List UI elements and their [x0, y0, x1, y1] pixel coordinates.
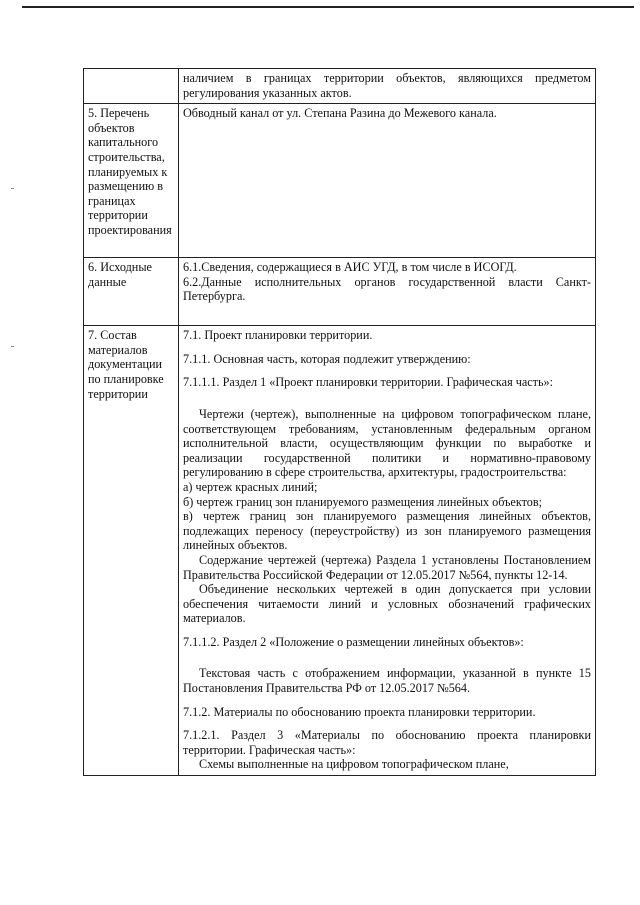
row-content [179, 326, 596, 776]
paragraph: Чертежи (чертеж), выполненные на цифровом топографическом плане, соответствующем требованиям, установленным федеральным органом исполнительной власти, осуществляющим функции по выработке и реализации государственной политики и нормативно-правовому регулированию в сфере строительства, архитектуры, градостроительства: [183, 406, 591, 480]
row-content [179, 258, 596, 326]
paragraph: Обводный канал от ул. Степана Разина до Межевого канала. [183, 106, 497, 121]
row-content [179, 104, 596, 258]
paragraph: Текстовая часть с отображением информации, указанной в пункте 15 Постановления Правительства РФ от 12.05.2017 №564. [183, 666, 591, 696]
paragraph: 7.1. Проект планировки территории. [183, 328, 373, 343]
list-item: а) чертеж красных линий; [183, 479, 318, 494]
paragraph: наличием в границах территории объектов, являющихся предметом регулирования указанных актов. [183, 71, 591, 100]
top-rule [22, 6, 634, 8]
table-row [84, 258, 596, 326]
paragraph: 7.1.2. Материалы по обоснованию проекта планировки территории. [183, 704, 536, 719]
paragraph: 7.1.1.1. Раздел 1 «Проект планировки территории. Графическая часть»: [183, 375, 554, 390]
paragraph: 7.1.2.1. Раздел 3 «Материалы по обоснованию проекта планировки территории. Графическая часть»: [183, 728, 591, 757]
table-row [84, 104, 596, 258]
table-row [84, 69, 596, 104]
paragraph: 7.1.1. Основная часть, которая подлежит утверждению: [183, 351, 471, 366]
row-label: 6. Исходные данные [84, 258, 179, 326]
terms-table [83, 68, 596, 776]
paragraph: 6.1.Сведения, содержащиеся в АИС УГД, в том числе в ИСОГД. [183, 260, 517, 275]
list-item: в) чертеж границ зон планируемого размещения линейных объектов, подлежащих переносу (переустройству) из зон планируемого размещения линейных объектов. [183, 509, 591, 553]
row-label: 5. Перечень объектов капитального строительства, планируемых к размещению в границах территории проектирования [84, 104, 179, 258]
paragraph: Объединение нескольких чертежей в один допускается при условии обеспечения читаемости линий и условных обозначений графических материалов. [183, 582, 591, 626]
row-label [84, 69, 179, 104]
row-label: 7. Состав материалов документации по планировке территории [84, 326, 179, 776]
paragraph: 7.1.1.2. Раздел 2 «Положение о размещении линейных объектов»: [183, 634, 524, 649]
margin-mark [11, 346, 14, 347]
row-content [179, 69, 596, 104]
table-row [84, 326, 596, 776]
margin-mark [11, 188, 14, 189]
list-item: б) чертеж границ зон планируемого размещения линейных объектов; [183, 494, 543, 509]
paragraph: Содержание чертежей (чертежа) Раздела 1 установлены Постановлением Правительства Российской Федерации от 12.05.2017 №564, пункты 12-14. [183, 552, 591, 582]
paragraph: Схемы выполненные на цифровом топографическом плане, [199, 757, 509, 772]
paragraph: 6.2.Данные исполнительных органов государственной власти Санкт-Петербурга. [183, 274, 591, 304]
